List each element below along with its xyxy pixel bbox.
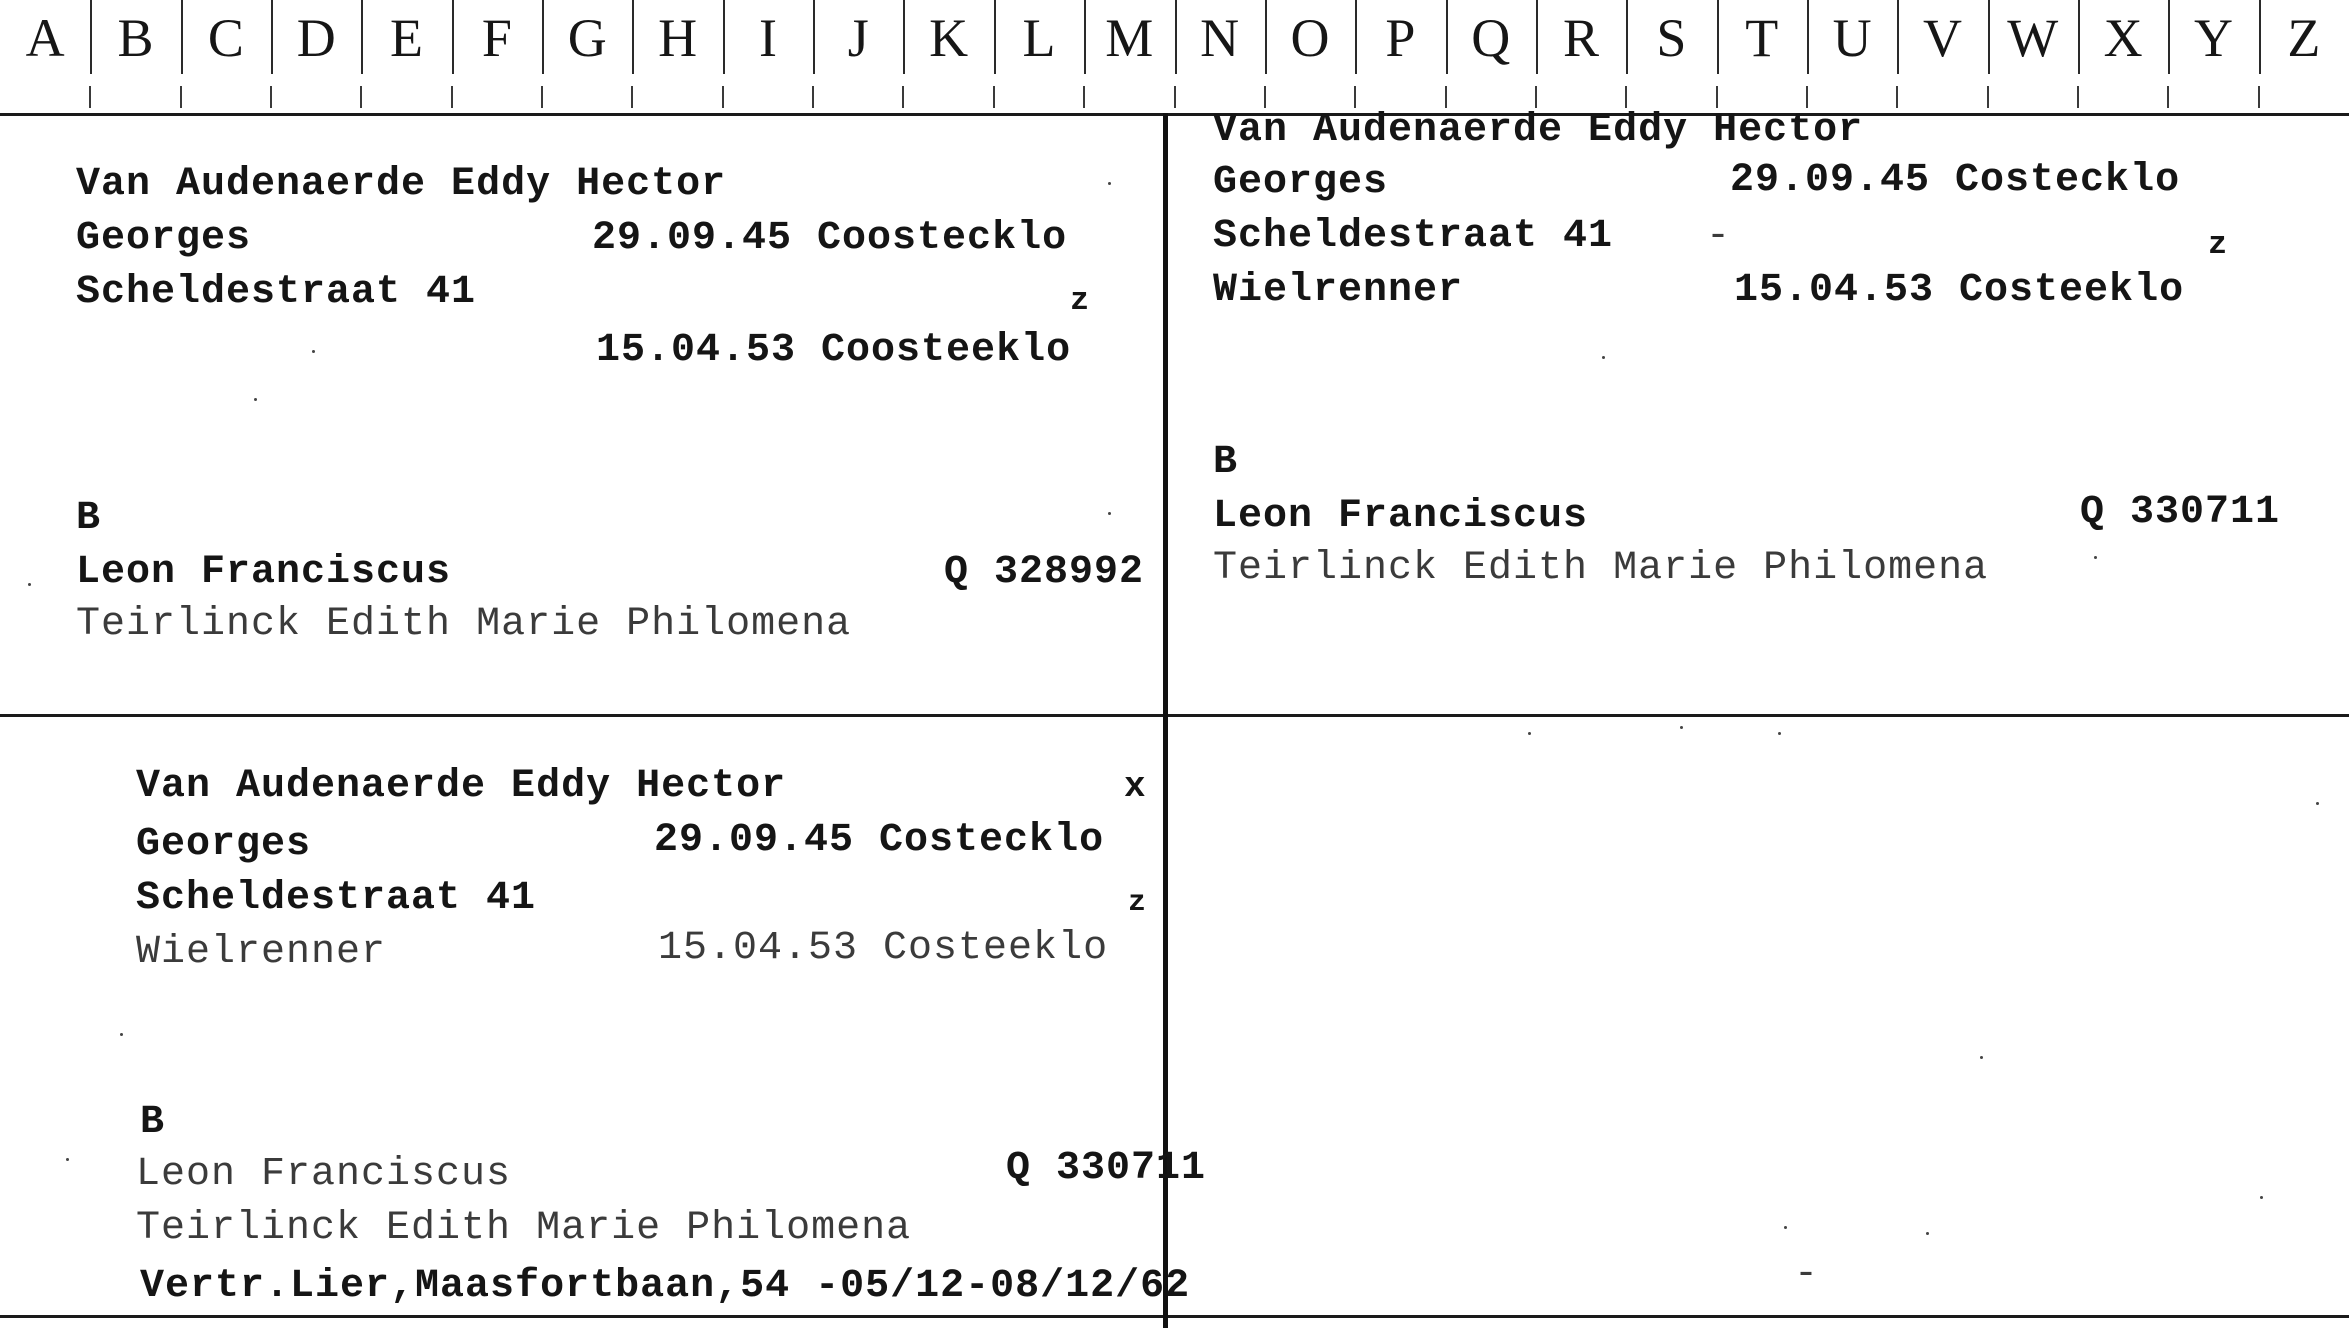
card-mark-z: z: [1070, 282, 1091, 319]
index-tick: [541, 86, 543, 108]
middle-divider-line: [0, 714, 2349, 717]
bottom-border-line: [0, 1315, 2349, 1318]
index-tick: [360, 86, 362, 108]
card-mark-z: z: [2208, 226, 2229, 263]
index-letter-j: J: [847, 8, 869, 68]
index-letter-u: U: [1832, 8, 1872, 68]
card-name-line: Van Audenaerde Eddy Hector: [1213, 108, 1864, 153]
card-mother: Teirlinck Edith Marie Philomena: [136, 1206, 912, 1251]
index-tick: [1806, 86, 1808, 108]
card-father: Leon Franciscus: [1213, 494, 1589, 539]
index-letter-y: Y: [2193, 8, 2233, 68]
index-tick: [1445, 86, 1447, 108]
card-mark-z: z: [1128, 886, 1148, 920]
card-code-letter: B: [76, 496, 102, 541]
card-code-letter: B: [140, 1100, 166, 1145]
index-letter-e: E: [390, 8, 424, 68]
index-letter-n: N: [1200, 8, 1240, 68]
index-letter-s: S: [1656, 8, 1687, 68]
index-tick: [2077, 86, 2079, 108]
index-tick: [1625, 86, 1627, 108]
index-tick: [1174, 86, 1176, 108]
card-birth-date-place: 29.09.45 Costecklo: [654, 818, 1105, 863]
card-address: Scheldestraat 41: [76, 270, 477, 315]
card-mother: Teirlinck Edith Marie Philomena: [76, 602, 852, 647]
index-tick: [993, 86, 995, 108]
card-name-line: Van Audenaerde Eddy Hector: [76, 162, 727, 207]
card-mother: Teirlinck Edith Marie Philomena: [1213, 546, 1989, 591]
card-father: Leon Franciscus: [76, 550, 452, 595]
card-mark-x: x: [1124, 766, 1147, 807]
index-letter-r: R: [1563, 8, 1600, 68]
card-second-date: 15.04.53 Costeeklo: [1734, 268, 2185, 313]
card-file-number: Q 328992: [944, 550, 1145, 595]
index-letter-w: W: [2007, 8, 2059, 68]
card-name-line: Van Audenaerde Eddy Hector: [136, 764, 787, 809]
card-birth-date-place: 29.09.45 Costecklo: [1730, 158, 2181, 203]
card-birth-date-place: 29.09.45 Coostecklo: [592, 216, 1068, 261]
index-letter-l: L: [1022, 8, 1056, 68]
index-tick: [1354, 86, 1356, 108]
index-letter-k: K: [929, 8, 969, 68]
card-given-name: Georges: [76, 216, 252, 261]
index-letter-h: H: [658, 8, 698, 68]
index-letter-p: P: [1385, 8, 1416, 68]
alphabet-index-strip: [0, 0, 2349, 115]
card-father: Leon Franciscus: [136, 1152, 512, 1197]
card-second-date: 15.04.53 Costeeklo: [658, 926, 1109, 971]
card-second-date: 15.04.53 Coosteeklo: [596, 328, 1072, 373]
index-letter-d: D: [296, 8, 336, 68]
index-tick: [722, 86, 724, 108]
card-file-number: Q 330711: [2080, 490, 2281, 535]
card-code-letter: B: [1213, 440, 1239, 485]
card-relocation-note: Vertr.Lier,Maasfortbaan,54 -05/12-08/12/62: [140, 1264, 1191, 1309]
index-tick: [1264, 86, 1266, 108]
index-letter-i: I: [758, 8, 777, 68]
index-letter-z: Z: [2287, 8, 2321, 68]
index-letter-t: T: [1745, 8, 1779, 68]
index-tick: [1716, 86, 1718, 108]
index-letter-v: V: [1922, 8, 1962, 68]
index-tick: [1083, 86, 1085, 108]
index-tick: [89, 86, 91, 108]
top-border-line: [0, 113, 2349, 116]
index-tick: [1896, 86, 1898, 108]
index-letter-o: O: [1290, 8, 1330, 68]
index-tick: [812, 86, 814, 108]
card-address: Scheldestraat 41: [1213, 214, 1614, 259]
index-tick: [180, 86, 182, 108]
index-letter-a: A: [25, 8, 65, 68]
card-given-name: Georges: [1213, 160, 1389, 205]
index-tick: [2167, 86, 2169, 108]
index-letter-x: X: [2103, 8, 2143, 68]
index-letter-m: M: [1105, 8, 1154, 68]
index-tick: [1987, 86, 1989, 108]
index-tick: [2258, 86, 2260, 108]
index-tick: [631, 86, 633, 108]
card-mark-dash: -: [1706, 214, 1732, 259]
index-letter-q: Q: [1471, 8, 1511, 68]
card-file-number: Q 330711: [1006, 1146, 1207, 1191]
index-tick: [902, 86, 904, 108]
card-address: Scheldestraat 41: [136, 876, 537, 921]
card-mark: -: [1794, 1252, 1820, 1297]
index-letter-g: G: [567, 8, 607, 68]
card-given-name: Georges: [136, 822, 312, 867]
card-occupation: Wielrenner: [1213, 268, 1464, 313]
index-letter-c: C: [207, 8, 244, 68]
index-tick: [270, 86, 272, 108]
index-letter-f: F: [481, 8, 512, 68]
index-letter-b: B: [117, 8, 154, 68]
index-tick: [451, 86, 453, 108]
card-occupation: Wielrenner: [136, 930, 387, 975]
index-tick: [1535, 86, 1537, 108]
